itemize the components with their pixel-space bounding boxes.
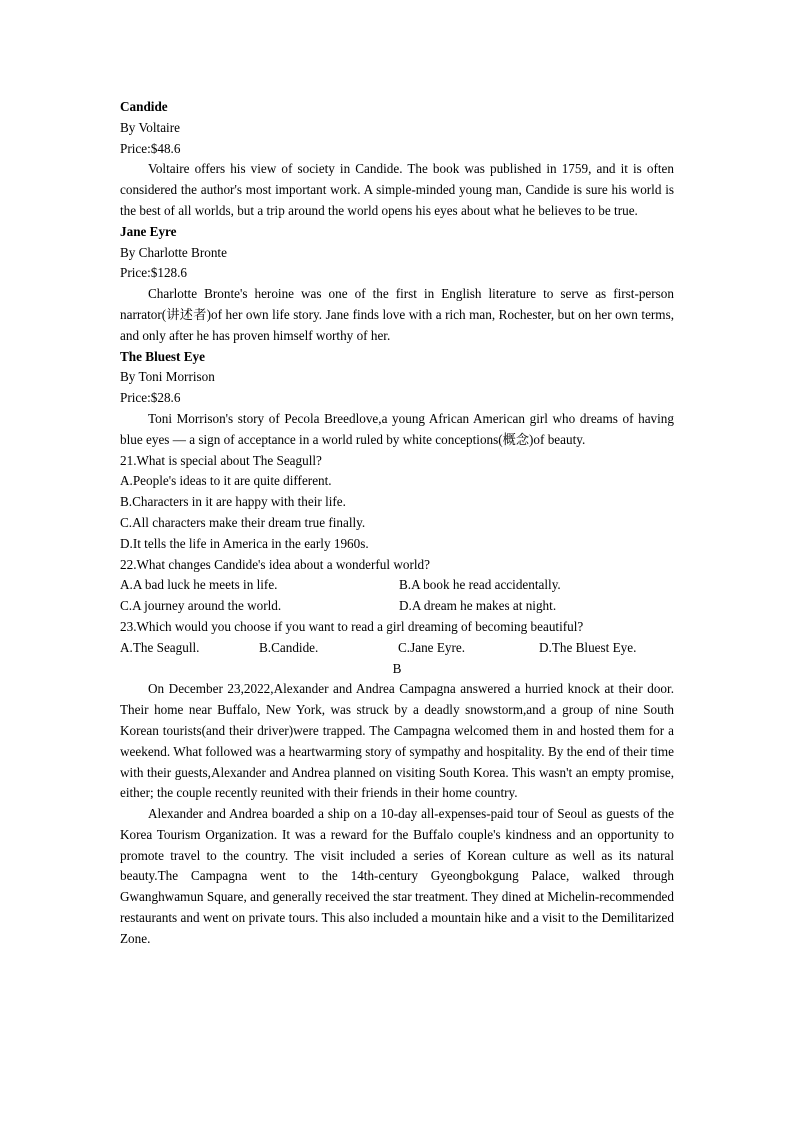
option-b: B.A book he read accidentally. [399,577,561,593]
book-entry [120,347,674,451]
book-author: By Toni Morrison [120,369,215,385]
option-d: D.It tells the life in America in the early 1960s. [120,535,369,551]
book-entry [120,222,674,347]
option-row [120,596,674,617]
book-author: By Voltaire [120,119,180,135]
option-row [120,575,674,596]
book-description: Toni Morrison's story of Pecola Breedlove,a young African American girl who dreams of having blue eyes — a sign of acceptance in a world ruled by white conceptions(概念)of beauty. [120,410,674,447]
section-label: B [392,660,402,676]
book-description: Charlotte Bronte's heroine was one of the first in English literature to serve as first-person narrator(讲述者)of her own life story. Jane finds love with a rich man, Rochester, but on her own terms, and only after he has proven himself worthy of her. [120,286,674,343]
question-stem: 23.Which would you choose if you want to read a girl dreaming of becoming beautiful? [120,618,584,634]
book-price: Price:$128.6 [120,265,188,281]
book-title: Jane Eyre [120,223,177,239]
passage-paragraph: Alexander and Andrea boarded a ship on a 10-day all-expenses-paid tour of Seoul as guests of the Korea Tourism Organization. It was a reward for the Buffalo couple's kindness and an opportunity to promote travel to the country. The visit included a series of Korean culture as well as its natural beauty.The Campagna went to the 14th-century Gyeongbokgung Palace, walked through Gwanghwamun Square, and generally received the star treatment. They dined at Michelin-recommended restaurants and went on private tours. This also included a mountain hike and a visit to the Demilitarized Zone. [120,806,674,946]
book-price: Price:$28.6 [120,390,181,406]
option-b: B.Characters in it are happy with their life. [120,494,346,510]
option-b: B.Candide. [259,639,319,655]
book-author: By Charlotte Bronte [120,244,227,260]
document-page [120,97,674,950]
option-c: C.A journey around the world. [120,598,282,614]
option-d: D.A dream he makes at night. [399,598,557,614]
passage-paragraph: On December 23,2022,Alexander and Andrea Campagna answered a hurried knock at their door. Their home near Buffalo, New York, was struck by a deadly snowstorm,and a group of nine South Korean tourists(and their driver)were trapped. The Campagna welcomed them in and hosted them for a weekend. What followed was a heartwarming story of sympathy and hospitality. By the end of their time with their guests,Alexander and Andrea planned on visiting South Korea. This wasn't an empty promise, either; the couple recently reunited with their friends in their home country. [120,681,674,801]
book-description: Voltaire offers his view of society in Candide. The book was published in 1759, and it is often considered the author's most important work. A simple-minded young man, Candide is sure his world is the best of all worlds, but a trip around the world opens his eyes about what he believes to be true. [120,161,674,218]
option-c: C.Jane Eyre. [398,639,466,655]
option-a: A.People's ideas to it are quite different. [120,473,332,489]
book-title: The Bluest Eye [120,348,205,364]
question-stem: 22.What changes Candide's idea about a wonderful world? [120,556,430,572]
option-d: D.The Bluest Eye. [539,639,637,655]
question-21 [120,451,674,555]
question-stem: 21.What is special about The Seagull? [120,452,322,468]
question-23 [120,617,674,659]
book-title: Candide [120,99,168,114]
book-entry [120,97,674,222]
option-c: C.All characters make their dream true finally. [120,514,366,530]
book-price: Price:$48.6 [120,140,181,156]
question-22 [120,555,674,617]
option-row [120,638,674,659]
option-a: A.The Seagull. [120,639,200,655]
option-a: A.A bad luck he meets in life. [120,577,278,593]
